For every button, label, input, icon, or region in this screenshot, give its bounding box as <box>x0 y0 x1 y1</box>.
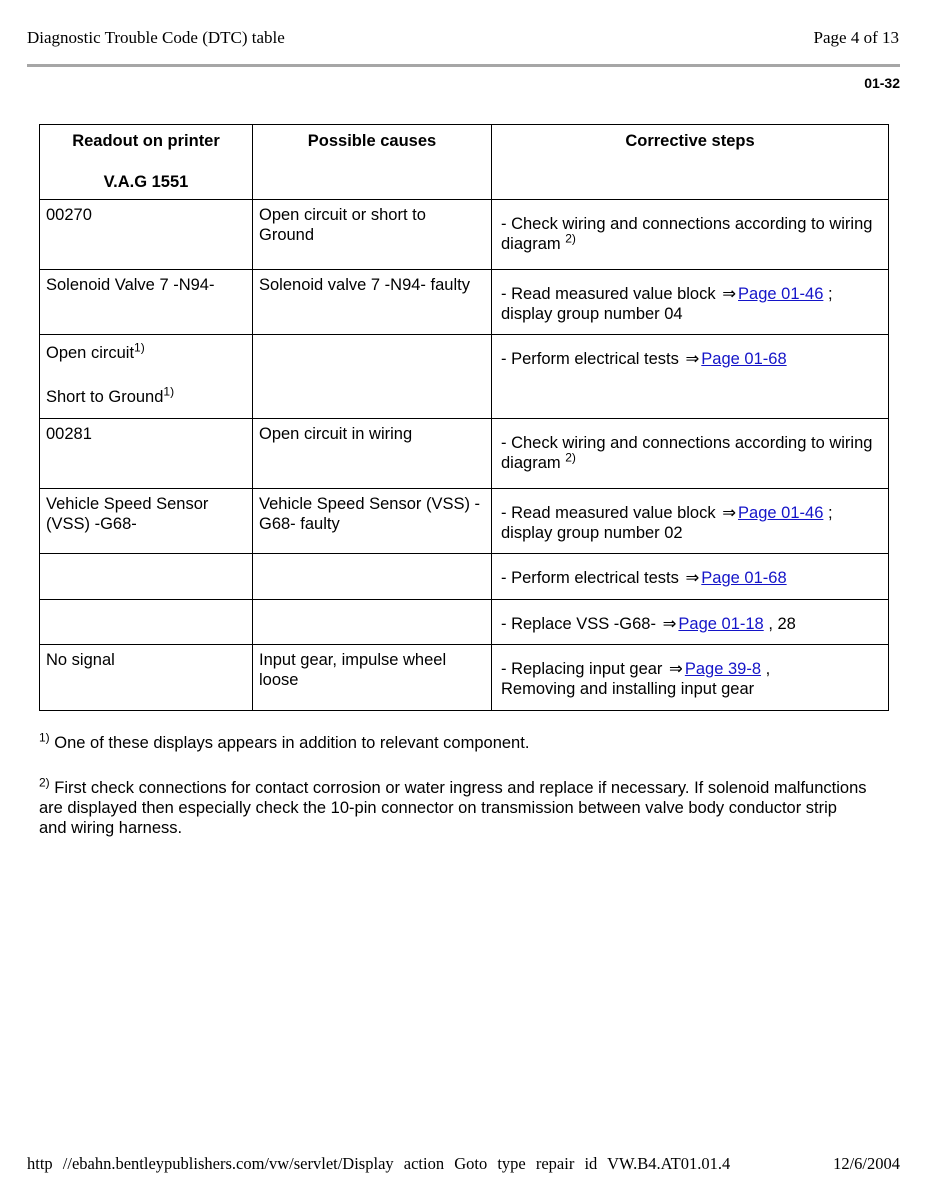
arrow-icon: ⇒ <box>722 504 737 522</box>
step-text-line2: Removing and installing input gear <box>501 680 755 698</box>
table-header-row <box>40 125 889 200</box>
cause-cell: Open circuit in wiring <box>253 419 492 489</box>
step-suffix: ; <box>827 504 833 522</box>
readout-text: Open circuit <box>46 344 135 362</box>
footnote-1 <box>39 730 869 753</box>
table-row <box>40 200 889 270</box>
page-link[interactable]: Page 01-46 <box>738 285 824 303</box>
readout-cell: 00281 <box>40 419 253 489</box>
table-row <box>40 335 889 419</box>
page-link[interactable]: Page 01-18 <box>678 615 764 633</box>
page-link[interactable]: Page 01-46 <box>738 504 824 522</box>
arrow-icon: ⇒ <box>685 350 700 368</box>
readout-header-device: V.A.G 1551 <box>103 173 189 191</box>
readout-cell: No signal <box>40 645 253 711</box>
table-row <box>40 600 889 645</box>
cause-cell <box>253 554 492 600</box>
table-row <box>40 270 889 335</box>
page-indicator: Page 4 of 13 <box>813 28 899 47</box>
column-header-steps: Corrective steps <box>492 125 889 200</box>
header-divider <box>27 64 900 67</box>
print-date: 12/6/2004 <box>833 1154 900 1173</box>
section-code: 01-32 <box>864 75 900 91</box>
footnote-ref[interactable]: 2) <box>565 450 576 465</box>
arrow-icon: ⇒ <box>669 660 683 678</box>
readout-cell: Solenoid Valve 7 -N94- <box>40 270 253 335</box>
step-text: - Read measured value block <box>501 504 716 522</box>
step-cell <box>492 645 889 711</box>
footnote-text: One of these displays appears in addition to relevant component. <box>54 734 530 752</box>
step-text: - Check wiring and connections according to wiring diagram <box>501 434 873 472</box>
readout-cell: 00270 <box>40 200 253 270</box>
footnote-text: First check connections for contact corrosion or water ingress and replace if necessary. If solenoid malfunctions are displayed then especially check the 10-pin connector on transmission between valve body conductor strip and wiring harness. <box>39 779 867 837</box>
table-row <box>40 419 889 489</box>
step-suffix: , 28 <box>768 615 796 633</box>
cause-cell: Open circuit or short to Ground <box>253 200 492 270</box>
step-cell <box>492 419 889 489</box>
step-cell <box>492 489 889 554</box>
step-cell <box>492 554 889 600</box>
footnote-mark: 2) <box>39 775 50 790</box>
footnote-ref[interactable]: 1) <box>134 340 145 355</box>
step-text: - Replace VSS -G68- <box>501 615 656 633</box>
readout-cell: Vehicle Speed Sensor (VSS) -G68- <box>40 489 253 554</box>
source-url: http //ebahn.bentleypublishers.com/vw/servlet/Display action Goto type repair id VW.B4.AT01.01.4 <box>27 1154 731 1173</box>
table-row <box>40 645 889 711</box>
step-text: - Perform electrical tests <box>501 350 679 368</box>
page-link[interactable]: Page 01-68 <box>701 569 787 587</box>
page-link[interactable]: Page 39-8 <box>684 660 762 678</box>
step-cell <box>492 335 889 419</box>
table-row <box>40 554 889 600</box>
readout-text: Short to Ground <box>46 388 164 406</box>
cause-cell: Solenoid valve 7 -N94- faulty <box>253 270 492 335</box>
dtc-table <box>39 124 889 711</box>
column-header-causes: Possible causes <box>253 125 492 200</box>
footnote-ref[interactable]: 1) <box>163 384 175 399</box>
cause-cell <box>253 600 492 645</box>
document-title: Diagnostic Trouble Code (DTC) table <box>27 28 285 47</box>
cause-cell <box>253 335 492 419</box>
step-text: - Perform electrical tests <box>501 569 679 587</box>
step-text: - Replacing input gear <box>501 660 663 678</box>
step-suffix: ; <box>827 285 833 303</box>
arrow-icon: ⇒ <box>662 615 677 633</box>
step-cell <box>492 200 889 270</box>
table-row <box>40 489 889 554</box>
page-header <box>0 0 927 91</box>
column-header-readout <box>40 125 253 200</box>
footnote-ref[interactable]: 2) <box>565 231 576 246</box>
readout-header-label: Readout on printer <box>72 132 220 150</box>
step-text: - Check wiring and connections according to wiring diagram <box>501 215 873 253</box>
step-suffix: , <box>765 660 771 678</box>
cause-cell: Input gear, impulse wheel loose <box>253 645 492 711</box>
arrow-icon: ⇒ <box>722 285 737 303</box>
step-cell <box>492 270 889 335</box>
step-cell <box>492 600 889 645</box>
footnote-2 <box>39 775 869 838</box>
page-link[interactable]: Page 01-68 <box>701 350 787 368</box>
arrow-icon: ⇒ <box>685 569 700 587</box>
step-text-line2: display group number 04 <box>501 305 683 323</box>
cause-cell: Vehicle Speed Sensor (VSS) -G68- faulty <box>253 489 492 554</box>
step-text-line2: display group number 02 <box>501 524 683 542</box>
readout-cell <box>40 554 253 600</box>
readout-cell <box>40 600 253 645</box>
readout-cell <box>40 335 253 419</box>
footnote-mark: 1) <box>39 730 50 745</box>
step-text: - Read measured value block <box>501 285 716 303</box>
